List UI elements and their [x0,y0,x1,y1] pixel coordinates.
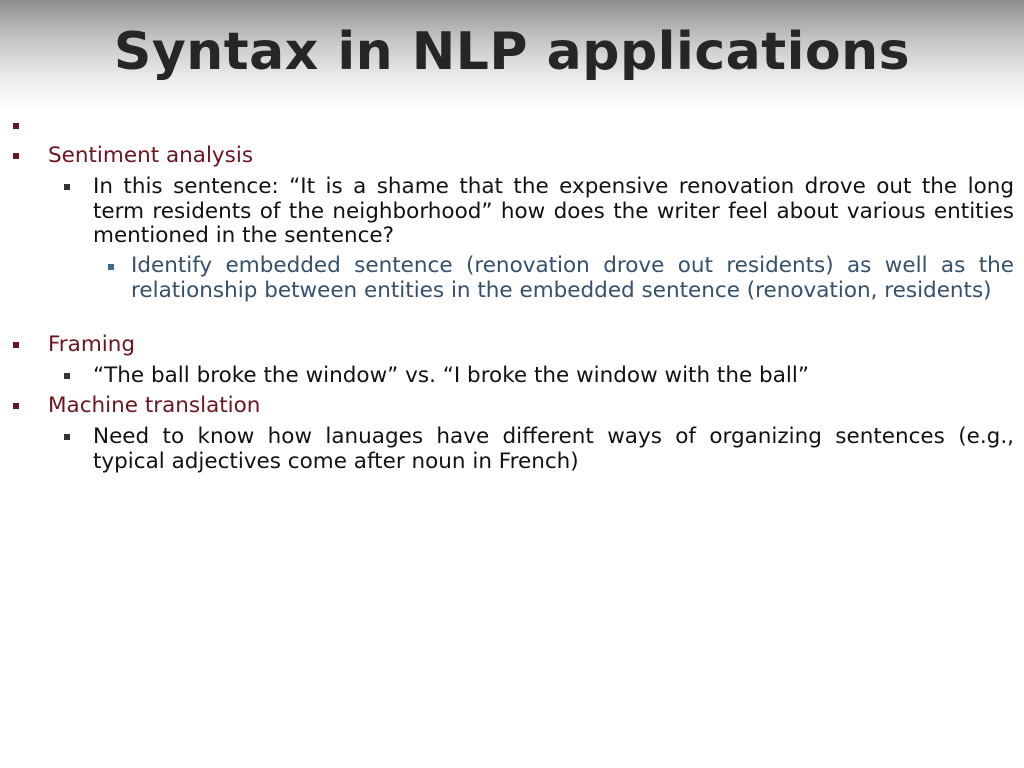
bullet-mt-example: Need to know how lanuages have different ways of organizing sentences (e.g., typical adjectives come after noun in French) [93,424,1014,474]
bullet-sentiment-analysis: Sentiment analysis [48,143,254,168]
empty-bullet-marker [13,123,19,129]
bullet-marker-framing [13,342,19,348]
bullet-framing-example: “The ball broke the window” vs. “I broke the window with the ball” [93,363,809,388]
bullet-machine-translation: Machine translation [48,393,261,418]
bullet-marker-sentiment-sub [64,184,70,190]
slide-title: Syntax in NLP applications [113,22,911,82]
bullet-marker-mt-sub [64,434,70,440]
bullet-embedded-sentence: Identify embedded sentence (renovation drove out residents) as well as the relationship between entities in the embedded sentence (renovation, residents) [131,253,1014,303]
bullet-marker-sentiment [13,153,19,159]
bullet-sentiment-example: In this sentence: “It is a shame that the expensive renovation drove out the long term residents of the neighborhood” how does the writer feel about various entities mentioned in the sentence? [93,174,1014,248]
bullet-marker-framing-sub [64,373,70,379]
bullet-marker-sentiment-subsub [108,264,114,270]
bullet-marker-mt [13,403,19,409]
bullet-framing: Framing [48,332,136,357]
